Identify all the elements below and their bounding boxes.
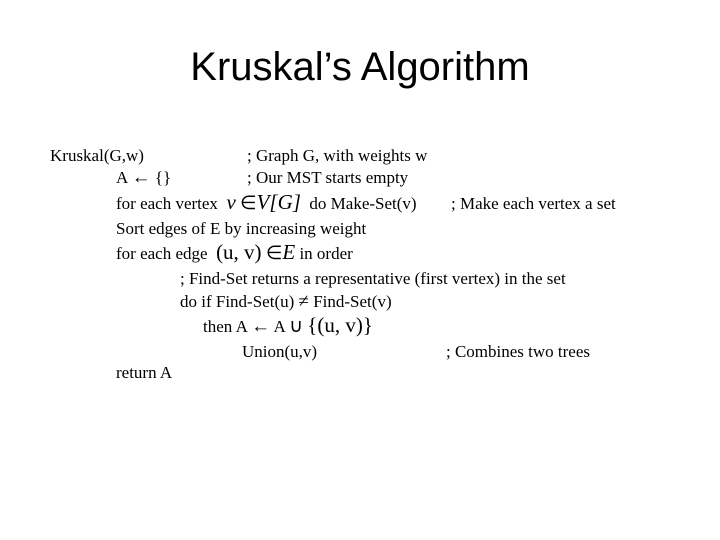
assign-arrow: ←: [131, 167, 151, 188]
line-if-find-set: [180, 292, 392, 312]
then-a: then A: [203, 317, 247, 336]
comment-graph: ; Graph G, with weights w: [247, 146, 428, 165]
line-for-vertex: [116, 192, 417, 214]
not-equal-symbol: ≠: [298, 291, 309, 312]
comment-combine-trees: ; Combines two trees: [446, 342, 591, 361]
slide-title: Kruskal’s Algorithm: [190, 45, 530, 89]
var-a: A: [116, 168, 128, 187]
union-symbol: ∪: [289, 316, 303, 337]
comment-find-set: ; Find-Set returns a representative (first vertex) in the set: [180, 269, 566, 288]
line-signature: Kruskal(G,w): [50, 146, 144, 165]
line-return: return A: [116, 363, 173, 382]
assign-arrow: ←: [251, 316, 271, 337]
math-uv: (u, v): [216, 240, 262, 264]
in-order-text: in order: [299, 244, 353, 263]
line-init: [116, 168, 171, 188]
find-set-u: do if Find-Set(u): [180, 292, 295, 311]
var-a: A: [273, 317, 285, 336]
math-edge-set: {(u, v)}: [307, 313, 373, 337]
math-vg: V[G]: [256, 190, 301, 214]
for-edge-prefix: for each edge: [116, 244, 208, 263]
empty-set: {}: [154, 168, 172, 187]
line-then-union: [203, 315, 373, 337]
line-sort: Sort edges of E by increasing weight: [116, 219, 367, 238]
element-of-symbol: ∈: [240, 193, 257, 214]
element-of-symbol: ∈: [265, 243, 283, 264]
math-v: v: [226, 190, 236, 214]
math-e: E: [282, 240, 296, 264]
line-for-edge: [116, 242, 353, 264]
find-set-v: Find-Set(v): [313, 292, 392, 311]
line-union-call: Union(u,v): [242, 342, 318, 361]
comment-mst-empty: ; Our MST starts empty: [247, 168, 409, 187]
for-vertex-prefix: for each vertex: [116, 194, 218, 213]
comment-make-set: ; Make each vertex a set: [451, 194, 616, 213]
make-set-call: do Make-Set(v): [309, 194, 417, 213]
